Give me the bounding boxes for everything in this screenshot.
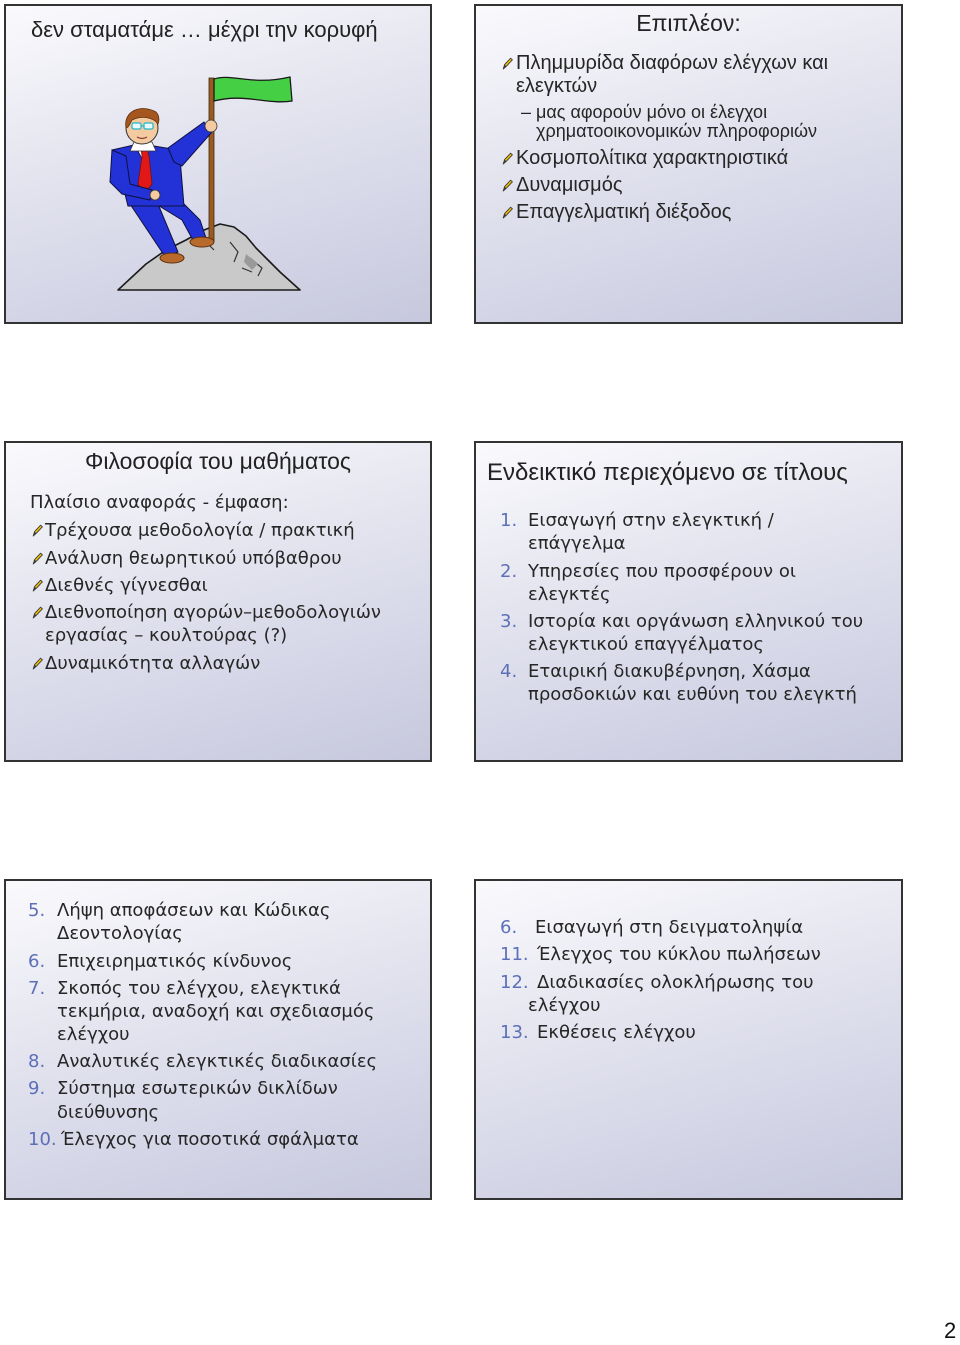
list-number: 3. — [500, 611, 518, 632]
list-item-text: ελέγχου — [528, 995, 601, 1016]
list-item-text: Σκοπός του ελέγχου, ελεγκτικά — [57, 978, 341, 999]
list-item-text: διεύθυνσης — [57, 1102, 160, 1123]
bullet-text: Πλημμυρίδα διαφόρων ελέγχων και — [516, 52, 829, 74]
slide-1 — [4, 4, 432, 324]
slide-5 — [4, 879, 432, 1200]
slide-3 — [4, 441, 432, 762]
list-number: 4. — [500, 661, 518, 682]
pen-bullet-icon — [32, 579, 43, 592]
list-number: 2. — [500, 561, 518, 582]
pen-bullet-icon — [32, 552, 43, 565]
flag-icon — [209, 77, 292, 242]
businessman-icon — [110, 109, 217, 263]
list-number: 11. — [500, 944, 529, 965]
list-number: 1. — [500, 510, 518, 531]
list-item-text: ελέγχου — [57, 1024, 130, 1045]
sub-bullet-dash: – — [521, 102, 532, 122]
bullet-text: ελεγκτών — [516, 75, 598, 97]
bullet-text: Διεθνοποίηση αγορών–μεθοδολογιών — [45, 602, 381, 623]
list-item-text: Εκθέσεις ελέγχου — [537, 1022, 696, 1043]
bullet-text: Κοσμοπολίτικα χαρακτηριστικά — [516, 147, 789, 169]
page-number: 2 — [944, 1318, 957, 1343]
slide-title: Ενδεικτικό περιεχόμενο σε τίτλους — [487, 459, 848, 486]
bullet-text: Επαγγελματική διέξοδος — [516, 201, 732, 223]
slide-6 — [474, 879, 903, 1200]
list-item-text: Ιστορία και οργάνωση ελληνικού του — [528, 611, 864, 632]
bullet-text: Δυναμισμός — [516, 174, 623, 196]
pen-bullet-icon — [32, 606, 43, 619]
list-item-text: Επιχειρηματικός κίνδυνος — [57, 951, 293, 972]
list-number: 5. — [28, 900, 46, 921]
bullet-text: εργασίας – κουλτούρας (?) — [45, 625, 288, 646]
list-number: 6. — [500, 917, 518, 938]
list-item-text: Έλεγχος για ποσοτικά σφάλματα — [61, 1129, 359, 1150]
list-item-text: Λήψη αποφάσεων και Κώδικας — [57, 900, 331, 921]
list-item-text: ελεγκτικού επαγγέλματος — [528, 634, 764, 655]
list-item-text: Αναλυτικές ελεγκτικές διαδικασίες — [57, 1051, 378, 1072]
slide-title: Φιλοσοφία του μαθήματος — [85, 448, 351, 474]
pen-bullet-icon — [32, 657, 43, 670]
pen-bullet-icon — [502, 57, 513, 70]
list-item-text: Διαδικασίες ολοκλήρωσης του — [537, 972, 814, 993]
slide-title: δεν σταματάμε … μέχρι την κορυφή — [31, 17, 378, 42]
sub-bullet-text: μας αφορούν μόνο οι έλεγχοι — [536, 102, 768, 122]
slide-4 — [474, 441, 903, 762]
intro-text: Πλαίσιο αναφοράς - έμφαση: — [30, 492, 289, 513]
bullet-text: Τρέχουσα μεθοδολογία / πρακτική — [45, 520, 355, 541]
list-item-text: Δεοντολογίας — [57, 923, 183, 944]
list-item-text: Εταιρική διακυβέρνηση, Χάσμα — [528, 661, 811, 682]
list-item-text: προσδοκιών και ευθύνη του ελεγκτή — [528, 684, 857, 705]
slide-title: Επιπλέον: — [636, 10, 741, 36]
pen-bullet-icon — [502, 206, 513, 219]
list-number: 6. — [28, 951, 46, 972]
list-item-text: Εισαγωγή στη δειγματοληψία — [535, 917, 804, 938]
list-item-text: τεκμήρια, αναδοχή και σχεδιασμός — [57, 1001, 375, 1022]
businessman-on-mountain-illustration — [6, 6, 430, 322]
list-item-text: Έλεγχος του κύκλου πωλήσεων — [537, 944, 821, 965]
list-item-text: Εισαγωγή στην ελεγκτική / — [528, 510, 774, 531]
bullet-text: Ανάλυση θεωρητικού υπόβαθρου — [45, 548, 342, 569]
pen-bullet-icon — [502, 152, 513, 165]
pen-bullet-icon — [502, 179, 513, 192]
pen-bullet-icon — [32, 524, 43, 537]
list-number: 12. — [500, 972, 529, 993]
list-number: 9. — [28, 1078, 46, 1099]
bullet-text: Δυναμικότητα αλλαγών — [45, 653, 261, 674]
list-item-text: Υπηρεσίες που προσφέρουν οι — [528, 561, 796, 582]
bullet-text: Διεθνές γίγνεσθαι — [45, 575, 208, 596]
list-item-text: ελεγκτές — [528, 584, 611, 605]
sub-bullet-text: χρηματοοικονομικών πληροφοριών — [536, 121, 818, 141]
list-item-text: επάγγελμα — [528, 533, 626, 554]
list-number: 10. — [28, 1129, 57, 1150]
list-item-text: Σύστημα εσωτερικών δικλίδων — [57, 1078, 338, 1099]
list-number: 13. — [500, 1022, 529, 1043]
slide-2 — [474, 4, 903, 324]
list-number: 8. — [28, 1051, 46, 1072]
list-number: 7. — [28, 978, 46, 999]
